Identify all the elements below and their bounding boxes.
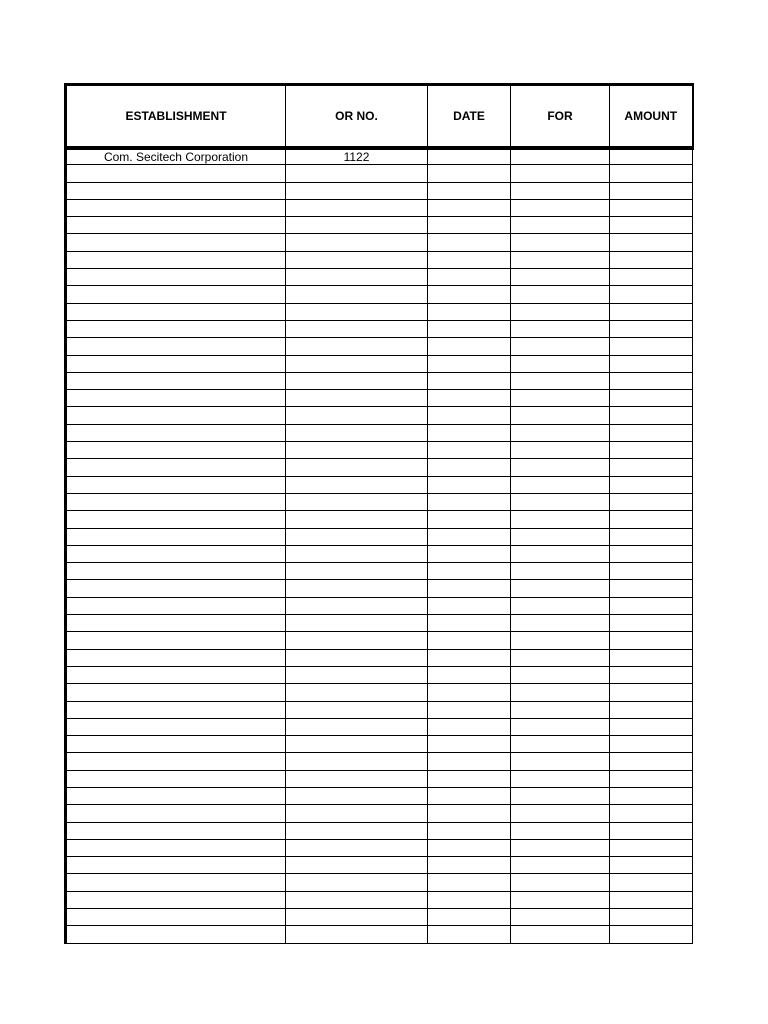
cell-or-no[interactable]: [286, 753, 428, 770]
table-row: [66, 839, 693, 856]
cell-establishment[interactable]: [66, 251, 286, 268]
cell-establishment[interactable]: [66, 891, 286, 908]
cell-amount[interactable]: [610, 563, 693, 580]
cell-date[interactable]: [428, 787, 511, 804]
cell-or-no[interactable]: [286, 459, 428, 476]
cell-date[interactable]: [428, 563, 511, 580]
table-row: [66, 684, 693, 701]
cell-amount[interactable]: [610, 839, 693, 856]
cell-amount[interactable]: [610, 217, 693, 234]
cell-date[interactable]: [428, 580, 511, 597]
cell-establishment[interactable]: [66, 684, 286, 701]
cell-or-no[interactable]: [286, 787, 428, 804]
cell-or-no[interactable]: [286, 234, 428, 251]
cell-amount[interactable]: [610, 874, 693, 891]
cell-or-no[interactable]: [286, 286, 428, 303]
cell-for[interactable]: [511, 303, 610, 320]
cell-or-no[interactable]: [286, 580, 428, 597]
table-row: [66, 355, 693, 372]
cell-for[interactable]: [511, 857, 610, 874]
cell-date[interactable]: [428, 251, 511, 268]
table-row: [66, 303, 693, 320]
cell-date[interactable]: [428, 545, 511, 562]
cell-date[interactable]: [428, 165, 511, 182]
cell-or-no[interactable]: [286, 926, 428, 943]
table-body: [66, 148, 693, 944]
cell-date[interactable]: [428, 286, 511, 303]
table-row: [66, 424, 693, 441]
cell-date[interactable]: [428, 493, 511, 510]
cell-date[interactable]: [428, 649, 511, 666]
cell-amount[interactable]: [610, 770, 693, 787]
cell-amount[interactable]: [610, 459, 693, 476]
cell-or-no[interactable]: [286, 511, 428, 528]
table-row: [66, 701, 693, 718]
cell-amount[interactable]: [610, 615, 693, 632]
table-row: [66, 165, 693, 182]
cell-date[interactable]: [428, 615, 511, 632]
cell-establishment[interactable]: [66, 857, 286, 874]
cell-date[interactable]: [428, 684, 511, 701]
cell-for[interactable]: [511, 615, 610, 632]
cell-or-no[interactable]: [286, 857, 428, 874]
cell-for[interactable]: [511, 805, 610, 822]
cell-amount[interactable]: [610, 269, 693, 286]
cell-for[interactable]: [511, 217, 610, 234]
cell-for[interactable]: [511, 770, 610, 787]
table-row: [66, 286, 693, 303]
cell-for[interactable]: [511, 753, 610, 770]
cell-establishment[interactable]: [66, 597, 286, 614]
table-row: [66, 787, 693, 804]
cell-amount[interactable]: [610, 857, 693, 874]
table-row: [66, 511, 693, 528]
cell-amount[interactable]: [610, 182, 693, 199]
cell-establishment[interactable]: [66, 839, 286, 856]
table-row: [66, 615, 693, 632]
cell-establishment[interactable]: [66, 493, 286, 510]
cell-date[interactable]: [428, 926, 511, 943]
cell-amount[interactable]: [610, 926, 693, 943]
cell-for[interactable]: [511, 424, 610, 441]
cell-date[interactable]: [428, 459, 511, 476]
cell-date[interactable]: [428, 666, 511, 683]
cell-for[interactable]: [511, 459, 610, 476]
cell-date[interactable]: [428, 372, 511, 389]
cell-for[interactable]: [511, 787, 610, 804]
cell-amount[interactable]: [610, 476, 693, 493]
cell-for[interactable]: [511, 320, 610, 337]
cell-or-no[interactable]: [286, 182, 428, 199]
table-row: [66, 580, 693, 597]
cell-or-no[interactable]: [286, 442, 428, 459]
cell-or-no[interactable]: [286, 874, 428, 891]
cell-establishment[interactable]: [66, 545, 286, 562]
cell-establishment[interactable]: [66, 407, 286, 424]
cell-amount[interactable]: [610, 891, 693, 908]
cell-or-no[interactable]: [286, 338, 428, 355]
cell-establishment[interactable]: [66, 770, 286, 787]
cell-or-no[interactable]: [286, 822, 428, 839]
cell-date[interactable]: [428, 355, 511, 372]
cell-establishment[interactable]: [66, 217, 286, 234]
cell-establishment[interactable]: [66, 615, 286, 632]
cell-amount[interactable]: [610, 787, 693, 804]
cell-amount[interactable]: [610, 424, 693, 441]
table-row: [66, 390, 693, 407]
cell-for[interactable]: [511, 926, 610, 943]
cell-establishment[interactable]: [66, 269, 286, 286]
cell-for[interactable]: [511, 666, 610, 683]
cell-establishment[interactable]: [66, 632, 286, 649]
cell-amount[interactable]: [610, 909, 693, 926]
cell-establishment[interactable]: [66, 909, 286, 926]
cell-establishment[interactable]: [66, 424, 286, 441]
cell-establishment[interactable]: [66, 805, 286, 822]
cell-establishment[interactable]: [66, 442, 286, 459]
cell-establishment[interactable]: [66, 736, 286, 753]
cell-for[interactable]: [511, 718, 610, 735]
cell-for[interactable]: [511, 909, 610, 926]
table-row: [66, 632, 693, 649]
cell-establishment[interactable]: [66, 580, 286, 597]
cell-establishment[interactable]: [66, 718, 286, 735]
cell-for[interactable]: [511, 476, 610, 493]
table-row: [66, 857, 693, 874]
cell-for[interactable]: [511, 684, 610, 701]
table-row: [66, 528, 693, 545]
cell-or-no[interactable]: [286, 217, 428, 234]
cell-or-no[interactable]: [286, 476, 428, 493]
cell-for[interactable]: [511, 545, 610, 562]
cell-or-no[interactable]: [286, 199, 428, 216]
cell-establishment[interactable]: [66, 199, 286, 216]
cell-date[interactable]: [428, 857, 511, 874]
cell-date[interactable]: [428, 736, 511, 753]
cell-or-no[interactable]: [286, 355, 428, 372]
table-row: [66, 251, 693, 268]
cell-date[interactable]: [428, 320, 511, 337]
table-row: [66, 805, 693, 822]
table-row: [66, 338, 693, 355]
cell-or-no[interactable]: [286, 597, 428, 614]
cell-for[interactable]: [511, 372, 610, 389]
cell-date[interactable]: [428, 217, 511, 234]
cell-amount[interactable]: [610, 390, 693, 407]
cell-for[interactable]: [511, 390, 610, 407]
cell-for[interactable]: [511, 580, 610, 597]
cell-for[interactable]: [511, 199, 610, 216]
cell-or-no[interactable]: [286, 303, 428, 320]
cell-or-no[interactable]: [286, 632, 428, 649]
cell-or-no[interactable]: [286, 805, 428, 822]
cell-for[interactable]: [511, 632, 610, 649]
cell-amount[interactable]: [610, 148, 693, 165]
ledger-sheet: [64, 83, 691, 944]
cell-establishment[interactable]: [66, 822, 286, 839]
cell-establishment[interactable]: [66, 355, 286, 372]
cell-amount[interactable]: [610, 251, 693, 268]
cell-establishment[interactable]: [66, 511, 286, 528]
cell-for[interactable]: [511, 148, 610, 165]
cell-establishment[interactable]: Com. Secitech Corporation: [66, 148, 286, 165]
cell-for[interactable]: [511, 511, 610, 528]
cell-date[interactable]: [428, 199, 511, 216]
cell-or-no[interactable]: [286, 320, 428, 337]
cell-or-no[interactable]: [286, 165, 428, 182]
cell-date[interactable]: [428, 770, 511, 787]
cell-amount[interactable]: [610, 320, 693, 337]
header-date: DATE: [428, 85, 511, 148]
cell-establishment[interactable]: [66, 666, 286, 683]
cell-amount[interactable]: [610, 666, 693, 683]
cell-date[interactable]: [428, 874, 511, 891]
cell-for[interactable]: [511, 182, 610, 199]
cell-or-no[interactable]: [286, 269, 428, 286]
cell-for[interactable]: [511, 165, 610, 182]
table-row: [66, 649, 693, 666]
table-row: [66, 217, 693, 234]
table-row: [66, 442, 693, 459]
cell-establishment[interactable]: [66, 165, 286, 182]
cell-amount[interactable]: [610, 303, 693, 320]
cell-date[interactable]: [428, 390, 511, 407]
table-row: [66, 320, 693, 337]
cell-for[interactable]: [511, 528, 610, 545]
table-row: [66, 459, 693, 476]
cell-date[interactable]: [428, 511, 511, 528]
table-row: [66, 407, 693, 424]
cell-or-no[interactable]: [286, 839, 428, 856]
cell-amount[interactable]: [610, 805, 693, 822]
cell-amount[interactable]: [610, 286, 693, 303]
cell-date[interactable]: [428, 891, 511, 908]
cell-amount[interactable]: [610, 580, 693, 597]
cell-or-no[interactable]: [286, 251, 428, 268]
table-row: [66, 182, 693, 199]
cell-or-no[interactable]: [286, 718, 428, 735]
cell-date[interactable]: [428, 909, 511, 926]
cell-or-no[interactable]: [286, 407, 428, 424]
cell-for[interactable]: [511, 839, 610, 856]
cell-for[interactable]: [511, 269, 610, 286]
cell-amount[interactable]: [610, 736, 693, 753]
cell-amount[interactable]: [610, 753, 693, 770]
cell-establishment[interactable]: [66, 390, 286, 407]
cell-establishment[interactable]: [66, 476, 286, 493]
cell-or-no[interactable]: [286, 684, 428, 701]
cell-or-no[interactable]: [286, 424, 428, 441]
cell-amount[interactable]: [610, 338, 693, 355]
cell-amount[interactable]: [610, 684, 693, 701]
cell-or-no[interactable]: [286, 701, 428, 718]
cell-amount[interactable]: [610, 372, 693, 389]
table-row: [66, 891, 693, 908]
cell-amount[interactable]: [610, 718, 693, 735]
cell-amount[interactable]: [610, 822, 693, 839]
cell-date[interactable]: [428, 269, 511, 286]
cell-for[interactable]: [511, 234, 610, 251]
cell-for[interactable]: [511, 286, 610, 303]
cell-for[interactable]: [511, 442, 610, 459]
cell-date[interactable]: [428, 338, 511, 355]
cell-or-no[interactable]: [286, 666, 428, 683]
cell-date[interactable]: [428, 718, 511, 735]
cell-amount[interactable]: [610, 528, 693, 545]
cell-for[interactable]: [511, 649, 610, 666]
cell-establishment[interactable]: [66, 286, 286, 303]
table-row: [66, 666, 693, 683]
cell-or-no[interactable]: [286, 528, 428, 545]
cell-date[interactable]: [428, 632, 511, 649]
cell-for[interactable]: [511, 891, 610, 908]
cell-or-no[interactable]: [286, 891, 428, 908]
cell-amount[interactable]: [610, 545, 693, 562]
cell-for[interactable]: [511, 493, 610, 510]
table-row: [66, 597, 693, 614]
cell-for[interactable]: [511, 701, 610, 718]
table-row: [66, 234, 693, 251]
cell-date[interactable]: [428, 805, 511, 822]
table-row: [66, 926, 693, 943]
table-row: [66, 545, 693, 562]
table-row: [66, 199, 693, 216]
cell-amount[interactable]: [610, 632, 693, 649]
table-row: [66, 822, 693, 839]
cell-establishment[interactable]: [66, 528, 286, 545]
header-or-no: OR NO.: [286, 85, 428, 148]
cell-or-no[interactable]: [286, 649, 428, 666]
cell-amount[interactable]: [610, 407, 693, 424]
header-row: [66, 85, 693, 148]
table-row: [66, 476, 693, 493]
cell-date[interactable]: [428, 148, 511, 165]
cell-establishment[interactable]: [66, 459, 286, 476]
cell-amount[interactable]: [610, 493, 693, 510]
cell-establishment[interactable]: [66, 303, 286, 320]
header-establishment: ESTABLISHMENT: [66, 85, 286, 148]
cell-amount[interactable]: [610, 165, 693, 182]
table-row: [66, 736, 693, 753]
table-row: [66, 269, 693, 286]
table-row: [66, 563, 693, 580]
cell-date[interactable]: [428, 424, 511, 441]
cell-date[interactable]: [428, 476, 511, 493]
cell-amount[interactable]: [610, 442, 693, 459]
cell-for[interactable]: [511, 597, 610, 614]
cell-or-no[interactable]: [286, 736, 428, 753]
cell-date[interactable]: [428, 442, 511, 459]
table-row: [66, 148, 693, 165]
cell-or-no[interactable]: [286, 545, 428, 562]
cell-or-no[interactable]: [286, 372, 428, 389]
cell-for[interactable]: [511, 251, 610, 268]
cell-amount[interactable]: [610, 701, 693, 718]
cell-for[interactable]: [511, 736, 610, 753]
header-for: FOR: [511, 85, 610, 148]
cell-establishment[interactable]: [66, 563, 286, 580]
cell-date[interactable]: [428, 839, 511, 856]
cell-establishment[interactable]: [66, 649, 286, 666]
cell-date[interactable]: [428, 234, 511, 251]
cell-date[interactable]: [428, 701, 511, 718]
table-row: [66, 493, 693, 510]
cell-for[interactable]: [511, 874, 610, 891]
cell-amount[interactable]: [610, 649, 693, 666]
cell-date[interactable]: [428, 182, 511, 199]
cell-date[interactable]: [428, 597, 511, 614]
cell-establishment[interactable]: [66, 372, 286, 389]
cell-establishment[interactable]: [66, 753, 286, 770]
cell-establishment[interactable]: [66, 787, 286, 804]
cell-establishment[interactable]: [66, 926, 286, 943]
cell-establishment[interactable]: [66, 338, 286, 355]
cell-for[interactable]: [511, 338, 610, 355]
cell-establishment[interactable]: [66, 874, 286, 891]
cell-or-no[interactable]: [286, 390, 428, 407]
cell-amount[interactable]: [610, 597, 693, 614]
cell-date[interactable]: [428, 528, 511, 545]
table-row: [66, 770, 693, 787]
cell-establishment[interactable]: [66, 320, 286, 337]
cell-amount[interactable]: [610, 511, 693, 528]
cell-or-no[interactable]: [286, 615, 428, 632]
cell-date[interactable]: [428, 303, 511, 320]
cell-for[interactable]: [511, 355, 610, 372]
cell-establishment[interactable]: [66, 182, 286, 199]
cell-for[interactable]: [511, 563, 610, 580]
cell-amount[interactable]: [610, 355, 693, 372]
table-row: [66, 753, 693, 770]
cell-or-no[interactable]: 1122: [286, 148, 428, 165]
receipts-table: [64, 83, 694, 944]
cell-for[interactable]: [511, 407, 610, 424]
cell-establishment[interactable]: [66, 701, 286, 718]
cell-date[interactable]: [428, 407, 511, 424]
cell-or-no[interactable]: [286, 493, 428, 510]
table-row: [66, 909, 693, 926]
cell-amount[interactable]: [610, 199, 693, 216]
table-row: [66, 718, 693, 735]
cell-for[interactable]: [511, 822, 610, 839]
cell-or-no[interactable]: [286, 563, 428, 580]
table-row: [66, 372, 693, 389]
table-row: [66, 874, 693, 891]
cell-establishment[interactable]: [66, 234, 286, 251]
cell-or-no[interactable]: [286, 909, 428, 926]
header-amount: AMOUNT: [610, 85, 693, 148]
cell-date[interactable]: [428, 753, 511, 770]
cell-amount[interactable]: [610, 234, 693, 251]
cell-date[interactable]: [428, 822, 511, 839]
cell-or-no[interactable]: [286, 770, 428, 787]
